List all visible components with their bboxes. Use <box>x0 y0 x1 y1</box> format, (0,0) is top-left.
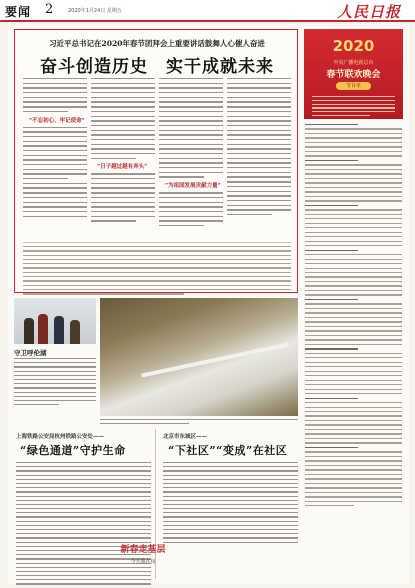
aerial-landscape-photo[interactable] <box>100 298 298 416</box>
lead-kicker: 习近平总书记在2020年春节团拜会上重要讲话鼓舞人心催人奋进 <box>49 39 265 48</box>
spring-badge-subtitle: 今天我在岗 <box>130 559 156 565</box>
lead-continuation <box>23 242 291 288</box>
lead-column-2 <box>91 78 155 238</box>
lead-article[interactable] <box>14 29 298 293</box>
patrol-photo-title: 守卫呼伦湖 <box>14 349 47 357</box>
page-header <box>0 0 415 22</box>
lead-column-1 <box>23 78 87 238</box>
green-channel-headline[interactable]: “绿色通道”守护生命 <box>20 444 126 457</box>
person-figure <box>38 314 48 344</box>
aerial-photo-caption <box>100 419 298 427</box>
lead-body-columns <box>23 78 291 238</box>
banner-program-tag: 节目单 <box>336 82 371 90</box>
person-figure <box>70 320 80 344</box>
lead-headline: 奋斗创造历史 实干成就未来 <box>40 57 274 77</box>
community-headline[interactable]: “下社区”“变成”在社区 <box>168 444 288 457</box>
person-figure <box>24 318 34 344</box>
lead-subhead-2: “日子越过越有奔头” <box>97 164 148 171</box>
community-body <box>163 462 298 546</box>
page-content <box>8 24 409 584</box>
lead-column-3 <box>159 78 223 238</box>
road-in-photo <box>141 342 289 377</box>
lead-column-4 <box>227 78 291 238</box>
section-label: 要闻 <box>5 5 32 19</box>
banner-text-block <box>312 96 395 119</box>
program-list <box>305 124 402 579</box>
lead-subhead-3: “为祖国发展贡献力量” <box>165 183 221 190</box>
spring-badge-title: 新春走基层 <box>120 545 166 555</box>
page-date: 2020年1月24日 星期五 <box>68 8 122 14</box>
masthead-logo: 人民日报 <box>336 3 401 21</box>
lead-subhead-1: “不忘初心、牢记使命” <box>29 117 85 124</box>
page-number: 2 <box>45 2 54 17</box>
person-figure <box>54 316 64 344</box>
patrol-photo[interactable] <box>14 298 96 344</box>
gala-banner[interactable] <box>304 29 403 119</box>
banner-title: 春节联欢晚会 <box>326 70 381 80</box>
green-channel-kicker: 上海铁路公安局杭州铁路公安处—— <box>16 434 105 440</box>
banner-broadcaster: 中央广播电视总台 <box>333 60 374 66</box>
patrol-photo-caption <box>14 358 96 408</box>
spring-grassroots-badge <box>108 542 178 578</box>
banner-year: 2020 <box>332 37 375 55</box>
community-kicker: 北京市东城区—— <box>163 434 208 440</box>
